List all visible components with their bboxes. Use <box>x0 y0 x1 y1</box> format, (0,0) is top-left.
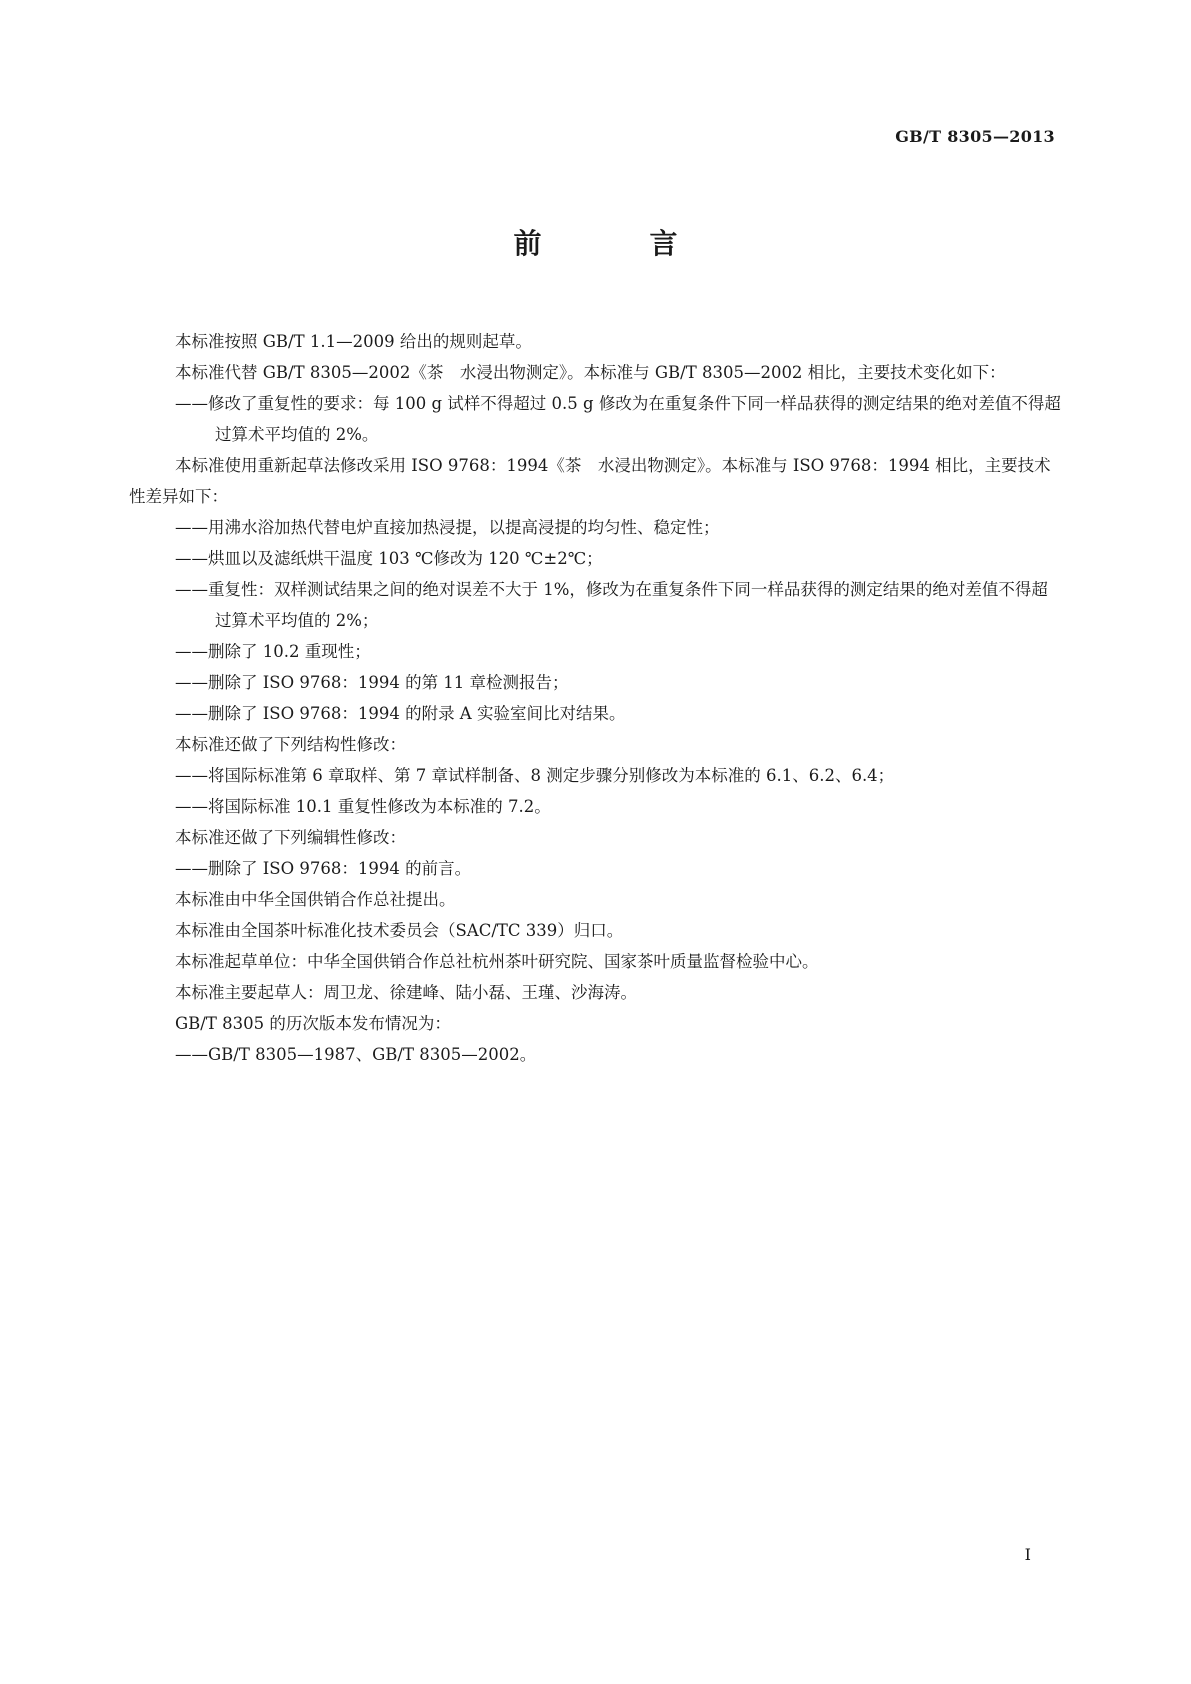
page-number: I <box>1024 1545 1031 1564</box>
list-item: ——删除了 ISO 9768：1994 的前言。 <box>175 859 472 878</box>
list-item: ——GB/T 8305—1987、GB/T 8305—2002。 <box>175 1045 537 1064</box>
paragraph: 本标准代替 GB/T 8305—2002《茶 水浸出物测定》。本标准与 GB/T 8305—2002 相比，主要技术变化如下： <box>175 363 1006 382</box>
paragraph: 本标准还做了下列编辑性修改： <box>175 828 406 847</box>
document-code-header: GB/T 8305—2013 <box>895 127 1055 146</box>
paragraph: 本标准主要起草人：周卫龙、徐建峰、陆小磊、王瑾、沙海涛。 <box>175 983 637 1002</box>
paragraph: 本标准还做了下列结构性修改： <box>175 735 406 754</box>
list-item: ——重复性：双样测试结果之间的绝对误差不大于 1%，修改为在重复条件下同一样品获得的测定结果的绝对差值不得超过算术平均值的 2%； <box>175 580 1048 630</box>
paragraph: 本标准由中华全国供销合作总社提出。 <box>175 890 456 909</box>
list-item: ——删除了 10.2 重现性； <box>175 642 371 661</box>
list-item: ——删除了 ISO 9768：1994 的附录 A 实验室间比对结果。 <box>175 704 626 723</box>
list-item: ——将国际标准第 6 章取样、第 7 章试样制备、8 测定步骤分别修改为本标准的 6.1、6.2、6.4； <box>175 766 895 785</box>
list-item: ——修改了重复性的要求：每 100 g 试样不得超过 0.5 g 修改为在重复条件下同一样品获得的测定结果的绝对差值不得超过算术平均值的 2%。 <box>175 394 1061 444</box>
paragraph: 本标准起草单位：中华全国供销合作总社杭州茶叶研究院、国家茶叶质量监督检验中心。 <box>175 952 819 971</box>
paragraph: 本标准按照 GB/T 1.1—2009 给出的规则起草。 <box>175 332 532 351</box>
paragraph: GB/T 8305 的历次版本发布情况为： <box>175 1014 451 1033</box>
foreword-body <box>129 326 1061 1070</box>
paragraph: 本标准使用重新起草法修改采用 ISO 9768：1994《茶 水浸出物测定》。本标准与 ISO 9768：1994 相比，主要技术性差异如下： <box>129 456 1051 506</box>
page-title: 前 言 <box>513 227 718 260</box>
list-item: ——烘皿以及滤纸烘干温度 103 ℃修改为 120 ℃±2℃； <box>175 549 603 568</box>
list-item: ——删除了 ISO 9768：1994 的第 11 章检测报告； <box>175 673 569 692</box>
list-item: ——将国际标准 10.1 重复性修改为本标准的 7.2。 <box>175 797 551 816</box>
list-item: ——用沸水浴加热代替电炉直接加热浸提，以提高浸提的均匀性、稳定性； <box>175 518 720 537</box>
paragraph: 本标准由全国茶叶标准化技术委员会（SAC/TC 339）归口。 <box>175 921 624 940</box>
